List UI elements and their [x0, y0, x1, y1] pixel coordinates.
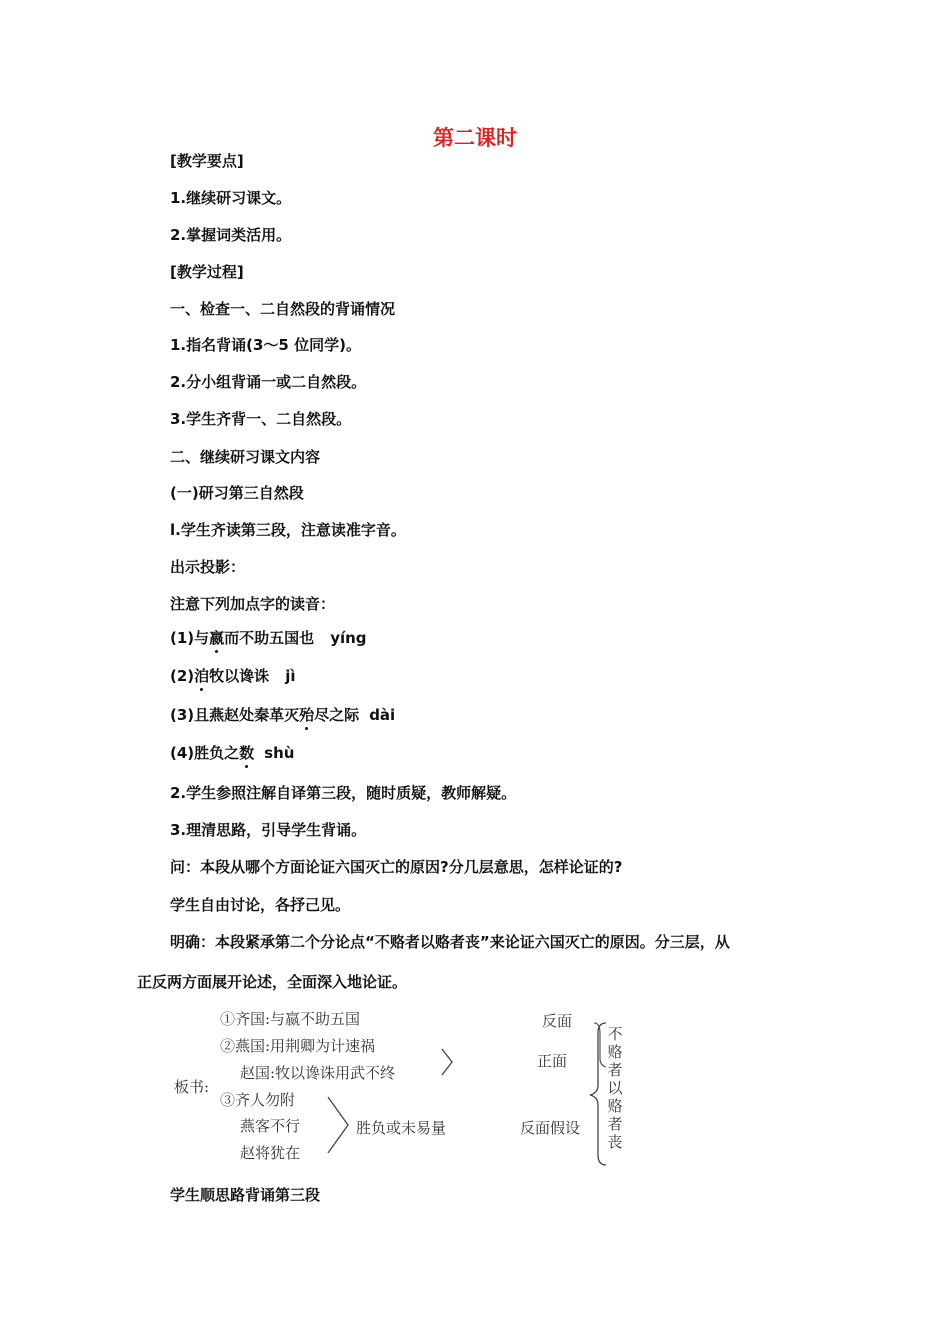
item-text-post: 尽之际 — [314, 706, 360, 724]
pronunciation-item-4 — [170, 743, 294, 763]
board-side-label-3: 反面假设 — [520, 1119, 581, 1137]
item-text-pre: (1)与 — [170, 629, 210, 647]
section-heading-process: [教学过程] — [170, 263, 244, 281]
projection-label: 出示投影： — [170, 558, 246, 576]
curly-brace-left — [590, 1023, 606, 1165]
board-side-label-1: 反面 — [542, 1012, 573, 1030]
part-1-step-1: 1.指名背诵(3～5 位同学)。 — [170, 336, 361, 354]
part-2-heading: 二、继续研习课文内容 — [170, 448, 321, 466]
page-title: 第二课时 — [433, 126, 517, 150]
dotted-char: 数 — [239, 744, 255, 762]
board-row-6: 赵将犹在 — [240, 1144, 301, 1162]
chevron-bracket-2 — [328, 1097, 348, 1153]
pinyin: jì — [285, 667, 296, 685]
board-brackets — [170, 1005, 640, 1175]
question: 问：本段从哪个方面论证六国灭亡的原因?分几层意思，怎样论证的? — [170, 858, 623, 876]
pronunciation-item-1 — [170, 628, 367, 648]
brace-top-link — [594, 1023, 606, 1067]
clarification-line-2: 正反两方面展开论述，全面深入地论证。 — [137, 973, 408, 991]
board-row-1: ①齐国:与嬴不助五国 — [220, 1010, 361, 1028]
dotted-char: 洎 — [194, 667, 210, 685]
step-1: l.学生齐读第三段，注意读准字音。 — [170, 521, 406, 539]
board-middle-label: 胜负或未易量 — [356, 1119, 447, 1137]
pinyin: dài — [369, 706, 396, 724]
board-row-3: 赵国:牧以谗诛用武不终 — [240, 1064, 396, 1082]
board-row-2: ②燕国:用荆卿为计速祸 — [220, 1037, 376, 1055]
pronunciation-note: 注意下列加点字的读音： — [170, 595, 336, 613]
pronunciation-item-3 — [170, 705, 395, 725]
board-vertical-text-2: 赂者丧 — [607, 1097, 623, 1151]
subsection-1-heading: (一)研习第三自然段 — [170, 484, 304, 502]
item-text-post: 而不助五国也 — [224, 629, 315, 647]
item-text-pre: (2) — [170, 667, 195, 685]
board-label: 板书: — [174, 1078, 210, 1096]
item-text-pre: (4)胜负之 — [170, 744, 240, 762]
clarification-line-1: 明确：本段紧承第二个分论点“不赂者以赂者丧”来论证六国灭亡的原因。分三层，从 — [170, 933, 730, 951]
discussion: 学生自由讨论，各抒己见。 — [170, 896, 351, 914]
final-instruction: 学生顺思路背诵第三段 — [170, 1186, 321, 1204]
step-2: 2.学生参照注解自译第三段，随时质疑，教师解疑。 — [170, 784, 517, 802]
pinyin: shù — [264, 744, 295, 762]
board-side-label-2: 正面 — [537, 1052, 568, 1070]
dotted-char: 嬴 — [209, 629, 225, 647]
board-row-5: 燕客不行 — [240, 1117, 301, 1135]
chevron-bracket-1 — [442, 1049, 452, 1075]
item-text-post: 牧以谗诛 — [209, 667, 270, 685]
board-row-4: ③齐人勿附 — [220, 1091, 296, 1109]
section-heading-points: [教学要点] — [170, 152, 244, 170]
point-2: 2.掌握词类活用。 — [170, 226, 292, 244]
board-vertical-text-1: 不赂者以 — [607, 1025, 623, 1097]
part-1-heading: 一、检查一、二自然段的背诵情况 — [170, 300, 396, 318]
pinyin: yíng — [330, 629, 367, 647]
point-1: 1.继续研习课文。 — [170, 189, 292, 207]
part-1-step-3: 3.学生齐背一、二自然段。 — [170, 410, 352, 428]
blackboard-diagram — [170, 1005, 640, 1175]
item-text-pre: (3)且燕赵处秦革灭 — [170, 706, 300, 724]
part-1-step-2: 2.分小组背诵一或二自然段。 — [170, 373, 367, 391]
step-3: 3.理清思路，引导学生背诵。 — [170, 821, 367, 839]
dotted-char: 殆 — [299, 706, 315, 724]
pronunciation-item-2 — [170, 666, 295, 686]
